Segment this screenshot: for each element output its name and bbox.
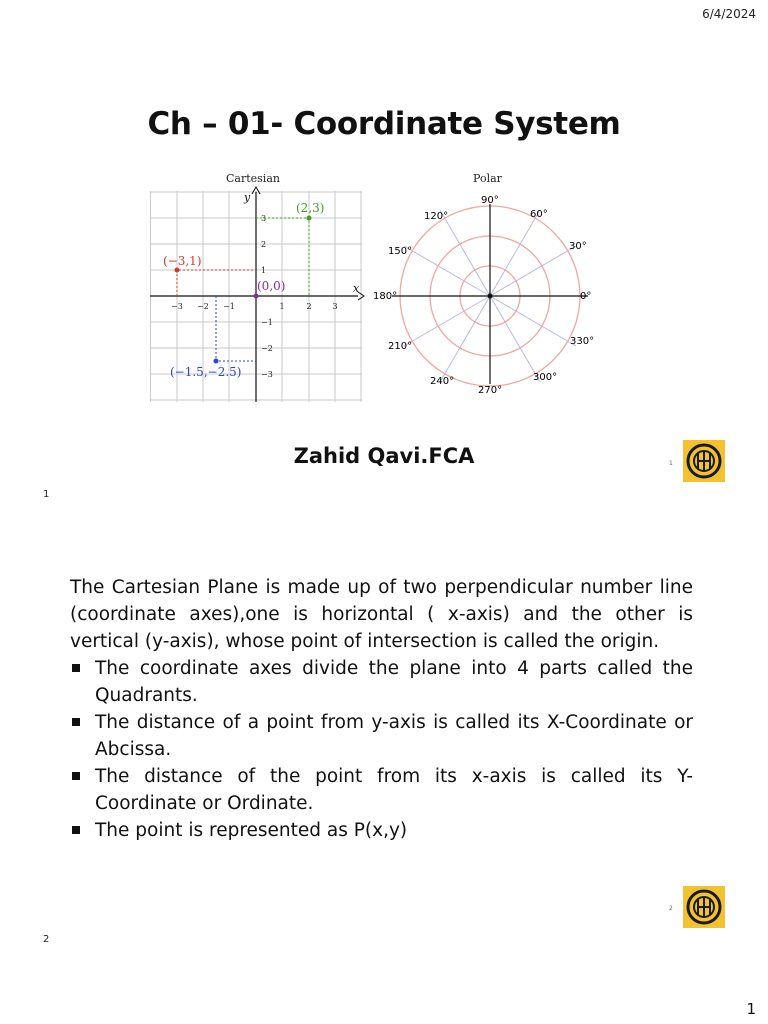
author-name: Zahid Qavi.FCA bbox=[293, 444, 475, 468]
y-axis-label: y bbox=[244, 191, 251, 204]
y-tick-label: −1 bbox=[261, 318, 273, 327]
point-neg3-1-marker bbox=[175, 268, 180, 273]
bullet-list bbox=[70, 655, 693, 844]
x-tick-label: 3 bbox=[332, 302, 338, 311]
x-tick-label: −3 bbox=[171, 302, 183, 311]
y-tick-label: 3 bbox=[261, 214, 267, 223]
print-date: 6/4/2024 bbox=[702, 7, 756, 21]
y-tick-label: 2 bbox=[261, 240, 267, 249]
angle-label: 60° bbox=[530, 209, 548, 220]
list-item: The distance of a point from y-axis is called its X-Coordinate or Abcissa. bbox=[70, 709, 693, 763]
angle-label: 180° bbox=[373, 291, 398, 302]
point-2-3-label: (2,3) bbox=[296, 201, 325, 215]
angle-label: 30° bbox=[569, 241, 587, 252]
page-number: 1 bbox=[746, 1000, 756, 1018]
x-tick-label: −1 bbox=[223, 302, 235, 311]
x-tick-label: 1 bbox=[279, 302, 285, 311]
angle-label: 150° bbox=[388, 246, 413, 257]
x-tick-label: 2 bbox=[306, 302, 312, 311]
y-tick-label: −3 bbox=[261, 370, 273, 379]
angle-label: 270° bbox=[478, 385, 503, 396]
page-title: Ch – 01- Coordinate System bbox=[147, 106, 621, 142]
point-neg3-1-label: (−3,1) bbox=[163, 254, 202, 268]
angle-label: 90° bbox=[481, 195, 499, 206]
y-tick-label: 1 bbox=[261, 266, 267, 275]
y-tick-label: −2 bbox=[261, 344, 273, 353]
slide-2-body bbox=[70, 574, 693, 844]
angle-label: 0° bbox=[580, 291, 592, 302]
intro-paragraph: The Cartesian Plane is made up of two perpendicular number line (coordinate axes),one is horizontal ( x-axis) and the other is vertical (y-axis), whose point of intersection is called the origin. bbox=[70, 577, 693, 652]
slide-1-number: 1 bbox=[43, 489, 50, 500]
point-neg1.5-neg2.5-guide bbox=[216, 296, 256, 361]
square-bullet-icon bbox=[72, 772, 80, 780]
square-bullet-icon bbox=[72, 826, 80, 834]
angle-label: 330° bbox=[570, 336, 595, 347]
angle-label: 210° bbox=[388, 341, 413, 352]
angle-label: 120° bbox=[424, 211, 449, 222]
logo-icon bbox=[683, 886, 725, 928]
list-item: The point is represented as P(x,y) bbox=[70, 817, 693, 844]
x-axis-label: x bbox=[353, 282, 360, 295]
slide-2-mark: 2 bbox=[669, 905, 673, 912]
square-bullet-icon bbox=[72, 664, 80, 672]
slide-1-mark: 1 bbox=[669, 460, 673, 467]
polar-origin-marker bbox=[488, 294, 493, 299]
logo-icon bbox=[683, 440, 725, 482]
angle-label: 240° bbox=[430, 376, 455, 387]
point-neg1.5-neg2.5-label: (−1.5,−2.5) bbox=[170, 365, 242, 379]
origin-label: (0,0) bbox=[257, 279, 286, 293]
slide-2-number: 2 bbox=[43, 934, 50, 945]
square-bullet-icon bbox=[72, 718, 80, 726]
point-2-3-marker bbox=[307, 216, 312, 221]
cartesian-caption: Cartesian bbox=[226, 172, 280, 185]
origin-marker bbox=[254, 294, 259, 299]
cartesian-plane bbox=[150, 186, 365, 404]
list-item: The coordinate axes divide the plane into 4 parts called the Quadrants. bbox=[70, 655, 693, 709]
point-neg1.5-neg2.5-marker bbox=[214, 359, 219, 364]
angle-label: 300° bbox=[533, 372, 558, 383]
list-item: The distance of the point from its x-axis is called its Y-Coordinate or Ordinate. bbox=[70, 763, 693, 817]
point-neg3-1-guide bbox=[177, 270, 256, 296]
polar-plane bbox=[368, 186, 608, 398]
x-tick-label: −2 bbox=[197, 302, 209, 311]
polar-caption: Polar bbox=[473, 172, 502, 185]
